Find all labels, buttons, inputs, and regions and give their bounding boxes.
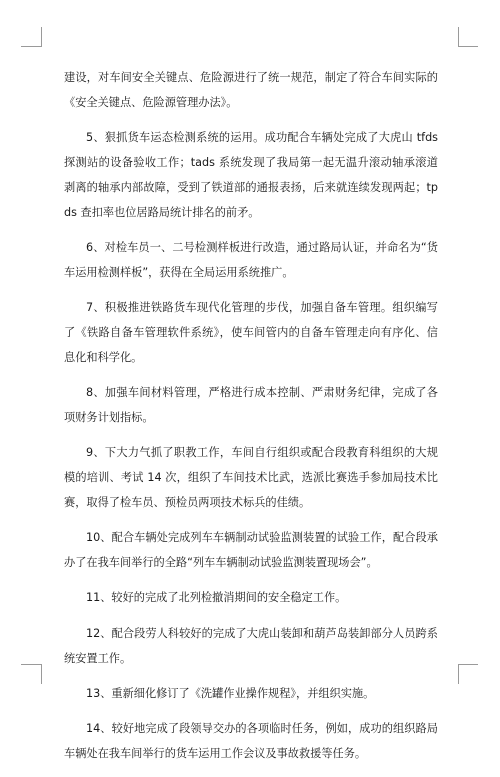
- paragraph: 8、加强车间材料管理，严格进行成本控制、严肃财务纪律，完成了各项财务计划指标。: [64, 386, 438, 425]
- crop-mark-top-left: [21, 46, 41, 47]
- paragraph: 12、配合段劳人科较好的完成了大虎山装卸和葫芦岛装卸部分人员跨系统安置工作。: [64, 626, 438, 665]
- crop-mark-bottom-left: [21, 664, 41, 665]
- paragraph: 11、较好的完成了北列检撤消期间的安全稳定工作。: [86, 591, 347, 605]
- paragraph: 6、对检车员一、二号检测样板进行改造，通过路局认证，并命名为“货车运用检测样板”，获得在全局运用系统推广。: [64, 241, 438, 279]
- crop-mark-bottom-left: [41, 664, 42, 684]
- crop-mark-top-right: [458, 46, 478, 47]
- paragraph: 14、较好地完成了段领导交办的各项临时任务，例如，成功的组织路局车辆处在我车间举行的货车运用工作会议及事故救援等任务。: [64, 721, 438, 760]
- paragraph: 建设，对车间安全关键点、危险源进行了统一规范，制定了符合车间实际的《安全关键点、危险源管理办法》。: [64, 71, 438, 109]
- paragraph: 5、狠抓货车运态检测系统的运用。成功配合车辆处完成了大虎山 tfds 探测站的设备验收工作；tads 系统发现了我局第一起无温升滚动轴承滚道剥离的轴承内部故障，受到了铁道部的通报表扬，后来就连续发现两起；tpds 查扣率也位居路局统计排名的前矛。: [64, 131, 438, 219]
- crop-mark-bottom-right: [458, 664, 478, 665]
- crop-mark-top-left: [41, 27, 42, 47]
- crop-mark-top-right: [458, 27, 459, 47]
- paragraph: 9、下大力气抓了职教工作，车间自行组织或配合段教育科组织的大规模的培训、考试 14 次，组织了车间技术比武，选派比赛选手参加局技术比赛，取得了检车员、预检员两项技术标兵的佳绩。: [64, 446, 438, 510]
- document-body: [64, 66, 438, 777]
- crop-mark-bottom-right: [458, 664, 459, 684]
- paragraph: 7、积极推进铁路货车现代化管理的步伐，加强自备车管理。组织编写了《铁路自备车管理软件系统》，使车间管内的自备车管理走向有序化、信息化和科学化。: [64, 301, 438, 364]
- paragraph: 10、配合车辆处完成列车车辆制动试验监测装置的试验工作，配合段承办了在我车间举行的全路“列车车辆制动试验监测装置现场会”。: [64, 531, 438, 570]
- paragraph: 13、重新细化修订了《洗罐作业操作规程》，并组织实施。: [86, 686, 375, 700]
